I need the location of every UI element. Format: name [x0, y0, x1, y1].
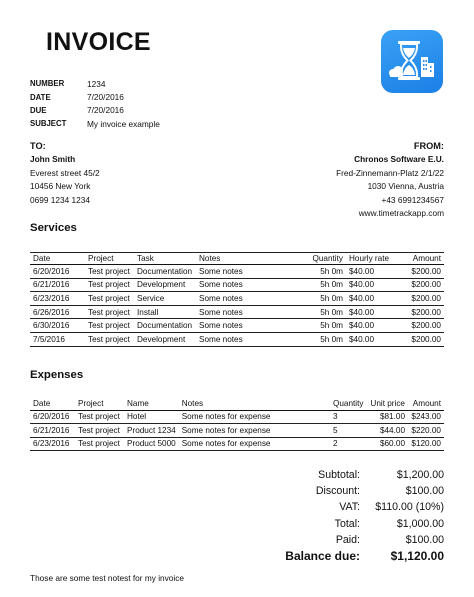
invoice-title: INVOICE [46, 28, 151, 56]
table-row [30, 278, 444, 292]
totals-value: $110.00 (10%) [375, 501, 444, 514]
cell: $200.00 [404, 278, 444, 292]
cell: 6/23/2016 [30, 292, 85, 306]
cell: Test project [75, 410, 124, 424]
table-row [30, 292, 444, 306]
table-row [30, 332, 444, 346]
cell: $200.00 [404, 265, 444, 279]
totals-summary [285, 467, 444, 564]
meta-value: 1234 [87, 78, 106, 89]
cell: $200.00 [404, 305, 444, 319]
recipient-name: John Smith [30, 154, 76, 165]
totals-value: $1,200.00 [396, 469, 444, 482]
column-header: Project [75, 398, 124, 410]
services-table [30, 252, 444, 347]
cell: $40.00 [346, 319, 404, 333]
meta-row [30, 117, 160, 130]
column-header: Hourly rate [346, 253, 404, 265]
cell: 5h 0m [296, 292, 346, 306]
services-title: Services [30, 222, 77, 234]
sender-name: Chronos Software E.U. [354, 154, 444, 165]
column-header: Amount [408, 398, 444, 410]
balance-due-label: Balance due: [285, 549, 360, 564]
cell: Documentation [134, 265, 196, 279]
recipient-city: 10456 New York [30, 181, 91, 192]
cell: Test project [75, 437, 124, 451]
totals-row [285, 483, 444, 499]
cell: Test project [85, 332, 134, 346]
column-header: Date [30, 398, 75, 410]
cell: Install [134, 305, 196, 319]
recipient-phone: 0699 1234 1234 [30, 194, 90, 205]
cell: 6/23/2016 [30, 437, 75, 451]
meta-row [30, 90, 160, 103]
cell: Some notes [196, 305, 296, 319]
sender-phone: +43 6991234567 [381, 194, 444, 205]
to-heading: TO: [30, 141, 46, 151]
table-row [30, 437, 444, 451]
sender-website: www.timetrackapp.com [358, 208, 444, 219]
balance-due-row [285, 548, 444, 564]
column-header: Notes [196, 253, 296, 265]
totals-label: Total: [334, 517, 360, 530]
cell: Product 1234 [124, 424, 179, 438]
meta-row [30, 77, 160, 90]
meta-key: DATE [30, 92, 51, 102]
meta-key: SUBJECT [30, 119, 67, 129]
cell: $60.00 [367, 437, 408, 451]
invoice-meta [30, 77, 160, 131]
cell: Some notes [196, 292, 296, 306]
cell: $40.00 [346, 305, 404, 319]
table-row [30, 265, 444, 279]
cell: Test project [85, 305, 134, 319]
totals-value: $1,000.00 [396, 517, 444, 530]
cell: 3 [330, 410, 367, 424]
cell: $81.00 [367, 410, 408, 424]
cell: Test project [85, 265, 134, 279]
totals-row [285, 516, 444, 532]
cell: $120.00 [408, 437, 444, 451]
cell: 6/21/2016 [30, 278, 85, 292]
recipient-address [30, 140, 100, 207]
cell: $200.00 [404, 292, 444, 306]
cell: $40.00 [346, 265, 404, 279]
column-header: Name [124, 398, 179, 410]
cell: Documentation [134, 319, 196, 333]
cell: 5h 0m [296, 265, 346, 279]
cell: Hotel [124, 410, 179, 424]
cell: Some notes for expense [179, 437, 330, 451]
cell: Test project [85, 319, 134, 333]
meta-row [30, 104, 160, 117]
cell: 6/30/2016 [30, 319, 85, 333]
table-row [30, 410, 444, 424]
totals-label: Discount: [315, 485, 360, 498]
cell: Development [134, 278, 196, 292]
cell: 7/5/2016 [30, 332, 85, 346]
cell: $220.00 [408, 424, 444, 438]
cell: $40.00 [346, 278, 404, 292]
totals-row [285, 467, 444, 483]
cell: 5h 0m [296, 319, 346, 333]
cell: 6/20/2016 [30, 265, 85, 279]
totals-value: $100.00 [405, 485, 444, 498]
cell: 2 [330, 437, 367, 451]
cell: Product 5000 [124, 437, 179, 451]
totals-label: Paid: [335, 533, 360, 546]
cell: 5h 0m [296, 305, 346, 319]
cell: Some notes for expense [179, 424, 330, 438]
table-row [30, 424, 444, 438]
cell: Some notes [196, 265, 296, 279]
totals-value: $100.00 [405, 533, 444, 546]
cell: Development [134, 332, 196, 346]
cell: $200.00 [404, 319, 444, 333]
cell: Some notes for expense [179, 410, 330, 424]
cell: $243.00 [408, 410, 444, 424]
column-header: Amount [404, 253, 444, 265]
expenses-table [30, 398, 444, 451]
cell: $40.00 [346, 292, 404, 306]
totals-row [285, 499, 444, 515]
totals-label: Subtotal: [318, 469, 360, 482]
cell: Some notes [196, 319, 296, 333]
cell: Service [134, 292, 196, 306]
cell: Test project [85, 278, 134, 292]
expenses-title: Expenses [30, 369, 84, 381]
cell: $40.00 [346, 332, 404, 346]
cell: $200.00 [404, 332, 444, 346]
column-header: Quantity [330, 398, 367, 410]
recipient-street: Everest street 45/2 [30, 167, 100, 178]
totals-row [285, 532, 444, 548]
table-row [30, 319, 444, 333]
meta-key: NUMBER [30, 79, 65, 89]
column-header: Project [85, 253, 134, 265]
cell: $44.00 [367, 424, 408, 438]
table-row [30, 305, 444, 319]
from-heading: FROM: [413, 141, 444, 151]
cell: Some notes [196, 278, 296, 292]
cell: Test project [75, 424, 124, 438]
cell: Test project [85, 292, 134, 306]
meta-value: My invoice example [87, 118, 160, 129]
table-header-row [30, 253, 444, 265]
table-header-row [30, 398, 444, 410]
cell: 6/26/2016 [30, 305, 85, 319]
meta-value: 7/20/2016 [87, 105, 124, 116]
cell: 6/20/2016 [30, 410, 75, 424]
sender-address [336, 140, 444, 220]
hourglass-city-icon [381, 30, 443, 93]
totals-label: VAT: [339, 501, 360, 514]
cell: Some notes [196, 332, 296, 346]
invoice-notes: Those are some test notest for my invoice [30, 573, 185, 583]
sender-city: 1030 Vienna, Austria [367, 181, 444, 192]
meta-key: DUE [30, 105, 47, 115]
meta-value: 7/20/2016 [87, 92, 124, 103]
column-header: Quantity [296, 253, 346, 265]
cell: 5 [330, 424, 367, 438]
column-header: Task [134, 253, 196, 265]
sender-street: Fred-Zinnemann-Platz 2/1/22 [336, 167, 444, 178]
column-header: Notes [179, 398, 330, 410]
cell: 6/21/2016 [30, 424, 75, 438]
column-header: Unit price [367, 398, 408, 410]
cell: 5h 0m [296, 332, 346, 346]
cell: 5h 0m [296, 278, 346, 292]
balance-due-value: $1,120.00 [390, 549, 444, 564]
column-header: Date [30, 253, 85, 265]
